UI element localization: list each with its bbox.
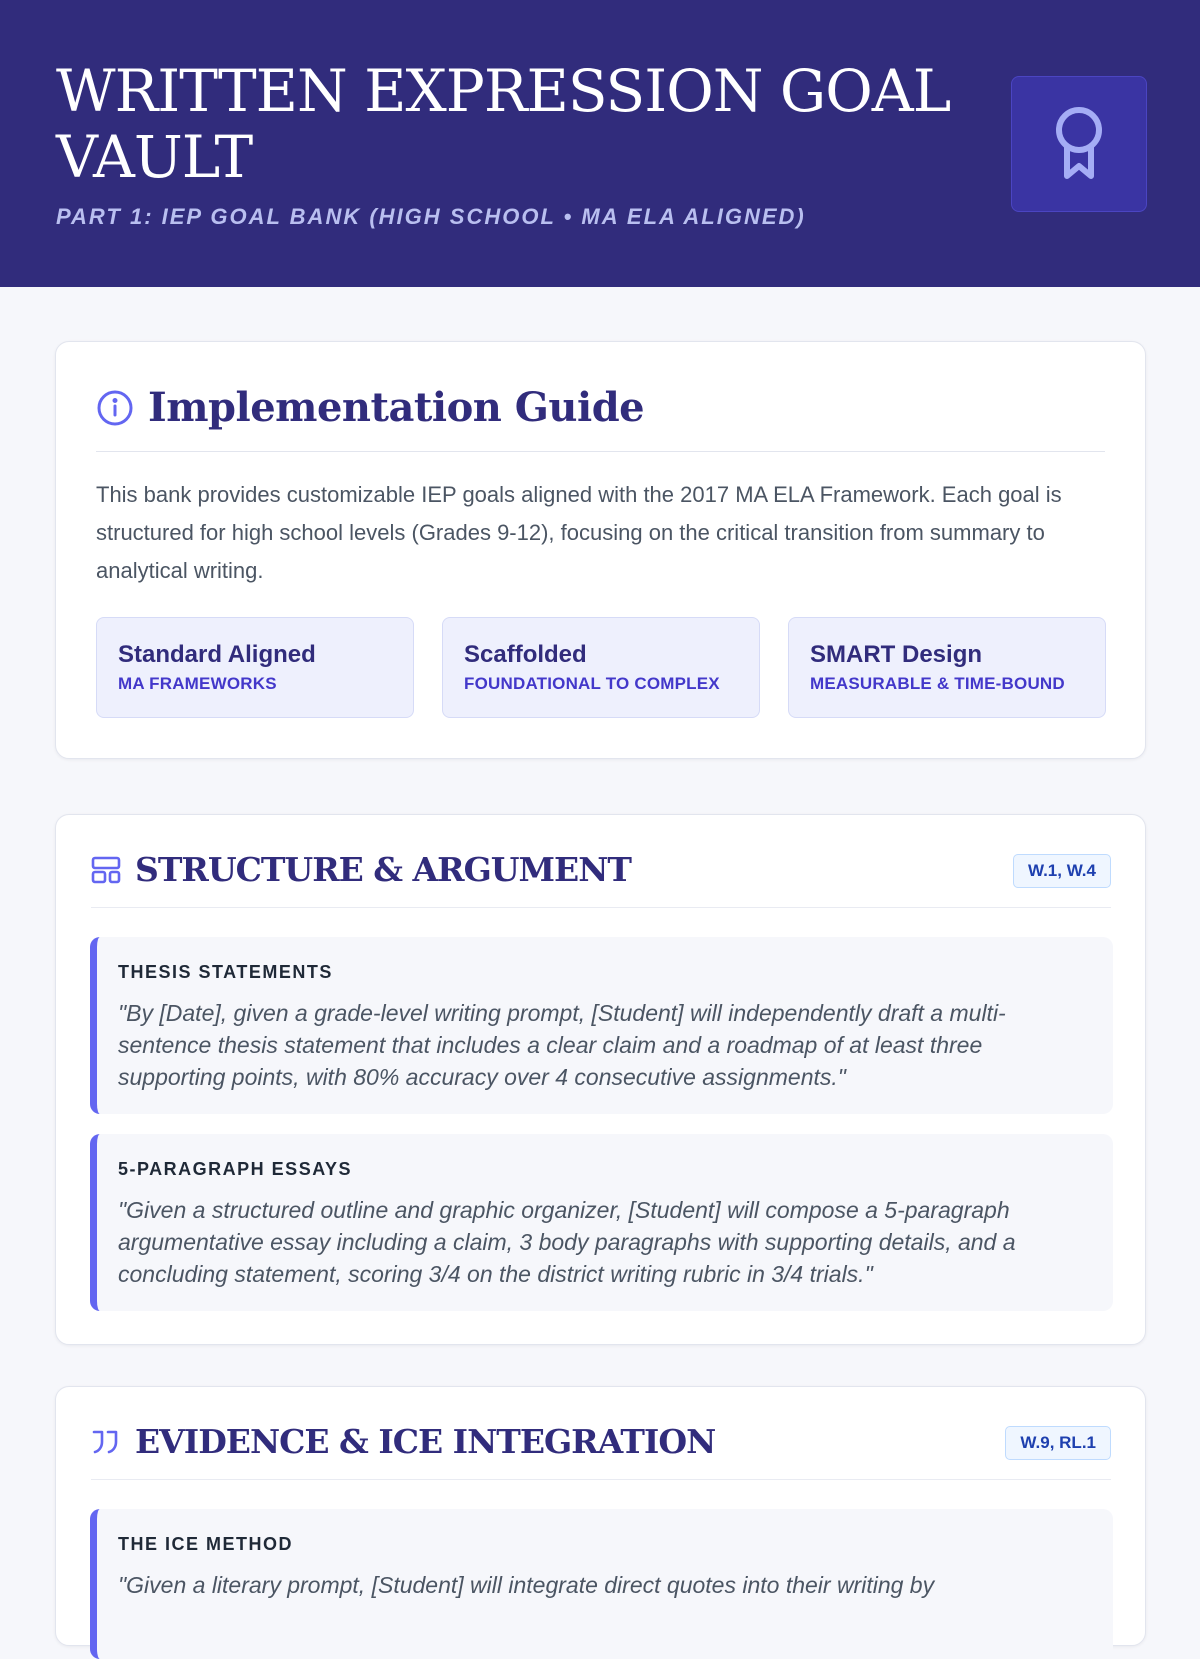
goal-label: THE ICE METHOD — [118, 1534, 294, 1554]
feature-smart-design — [788, 617, 1106, 718]
goal-item — [90, 1134, 1113, 1311]
standards-badge: W.1, W.4 — [1013, 854, 1111, 888]
goal-item — [90, 937, 1113, 1114]
section-evidence-ice — [55, 1386, 1146, 1646]
page-title: WRITTEN EXPRESSION GOAL VAULT — [56, 57, 951, 191]
feature-subtitle: FOUNDATIONAL TO COMPLEX — [464, 674, 720, 693]
goal-text: "By [Date], given a grade-level writing prompt, [Student] will independently draft a multi-sentence thesis statement that includes a clear claim and a roadmap of at least three supporting points, with 80% accuracy over 4 consecutive assignments." — [118, 1000, 1006, 1090]
goal-label: THESIS STATEMENTS — [118, 962, 333, 982]
page-header — [0, 0, 1200, 287]
award-badge — [1011, 76, 1147, 212]
section-header — [91, 1422, 1111, 1480]
goal-item — [90, 1509, 1113, 1659]
goal-text: "Given a structured outline and graphic organizer, [Student] will compose a 5-paragraph argumentative essay including a claim, 3 body paragraphs with supporting details, and a concluding statement, scoring 3/4 on the district writing rubric in 3/4 trials." — [118, 1197, 1016, 1287]
guide-header — [96, 384, 1105, 452]
award-ribbon-icon — [1049, 106, 1109, 182]
section-structure-argument — [55, 814, 1146, 1345]
section-title: STRUCTURE & ARGUMENT — [135, 850, 631, 889]
feature-subtitle: MEASURABLE & TIME-BOUND — [810, 674, 1065, 693]
guide-description: This bank provides customizable IEP goals aligned with the 2017 MA ELA Framework. Each goal is structured for high school levels (Grades 9-12), focusing on the critical transition from summary to analytical writing. — [96, 482, 1062, 583]
implementation-guide-card — [55, 341, 1146, 759]
goal-label: 5-PARAGRAPH ESSAYS — [118, 1159, 353, 1179]
layout-icon — [91, 855, 121, 885]
section-header — [91, 850, 1111, 908]
feature-title: SMART Design — [810, 641, 983, 668]
quote-icon — [91, 1427, 121, 1457]
standards-badge: W.9, RL.1 — [1005, 1426, 1111, 1460]
feature-title: Scaffolded — [464, 641, 587, 668]
feature-scaffolded — [442, 617, 760, 718]
feature-standard-aligned — [96, 617, 414, 718]
goal-text: "Given a literary prompt, [Student] will integrate direct quotes into their writing by — [118, 1572, 935, 1598]
guide-title: Implementation Guide — [148, 384, 645, 431]
section-title: EVIDENCE & ICE INTEGRATION — [135, 1422, 716, 1461]
info-icon — [96, 389, 134, 427]
feature-subtitle: MA FRAMEWORKS — [118, 674, 277, 693]
page-subtitle: PART 1: IEP GOAL BANK (HIGH SCHOOL • MA ELA ALIGNED) — [56, 204, 806, 229]
feature-title: Standard Aligned — [118, 641, 316, 668]
